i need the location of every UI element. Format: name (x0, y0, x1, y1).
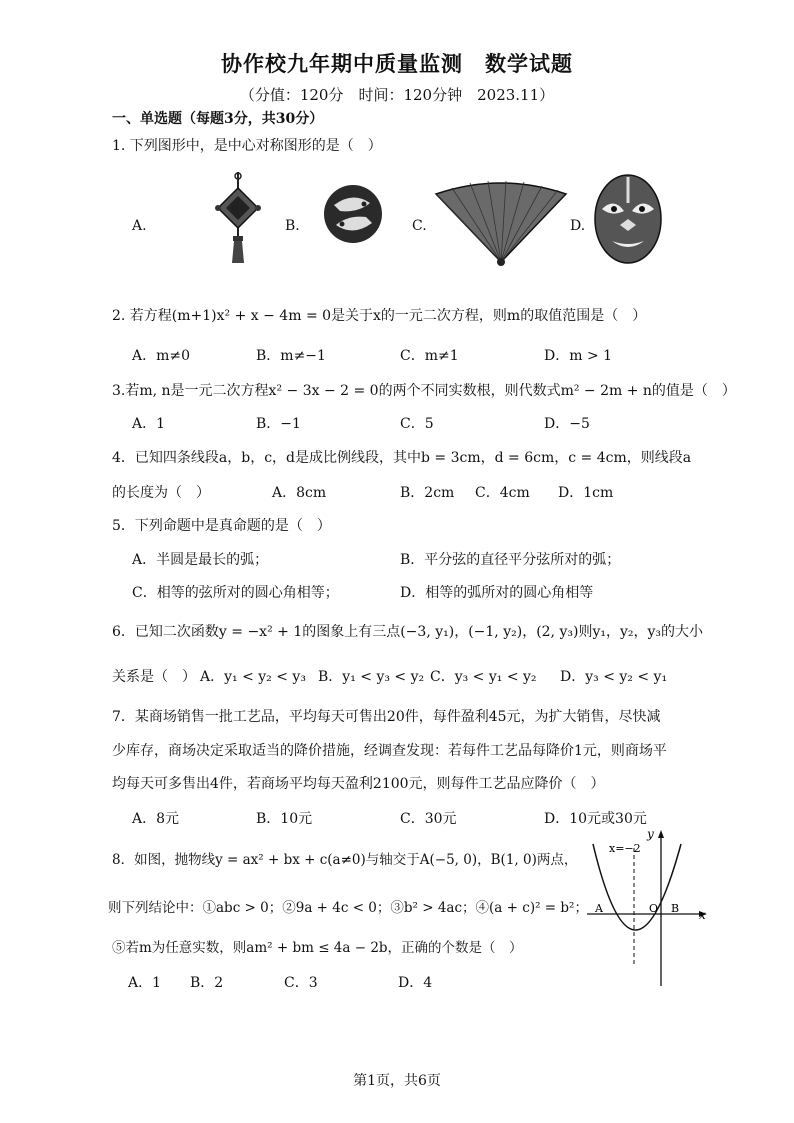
q2-option-c: C．m≠1 (400, 348, 459, 364)
q4-option-c: C．4cm (475, 485, 530, 501)
q1-label-c: C. (412, 218, 427, 234)
question-6-stem: 6．已知二次函数y = −x² + 1的图象上有三点(−3, y₁)，(−1, y₂)，(2, y₃)则y₁，y₂，y₃的大小 (112, 624, 704, 640)
q6-option-c: C．y₃ < y₁ < y₂ (430, 669, 537, 685)
question-8-line-3: ⑤若m为任意实数，则am² + bm ≤ 4a − 2b，正确的个数是（ ） (112, 940, 523, 956)
question-4-stem: 4．已知四条线段a，b，c，d是成比例线段，其中b = 3cm，d = 6cm，c = 4cm，则线段a (112, 450, 692, 466)
q7-option-a: A．8元 (132, 811, 180, 827)
symmetry-label: x=−2 (609, 842, 641, 855)
question-5-stem: 5．下列命题中是真命题的是（ ） (112, 518, 331, 534)
question-4-stem-cont: 的长度为（ ） (112, 485, 210, 501)
q3-option-c: C．5 (400, 416, 434, 432)
parabola-curve (593, 844, 681, 930)
q6-option-b: B．y₁ < y₃ < y₂ (318, 669, 425, 685)
question-7-line-2: 少库存，商场决定采取适当的降价措施，经调查发现：若每件工艺品每降价1元，则商场平 (112, 743, 667, 759)
q4-option-b: B．2cm (400, 485, 455, 501)
q7-option-c: C．30元 (400, 811, 457, 827)
q2-option-d: D．m > 1 (544, 348, 613, 364)
question-3-stem: 3.若m, n是一元二次方程x² − 3x − 2 = 0的两个不同实数根，则代数式m² − 2m + n的值是（ ） (112, 383, 736, 399)
question-8-line-1: 8．如图，抛物线y = ax² + bx + c(a≠0)与轴交于A(−5, 0)，B(1, 0)两点， (112, 852, 578, 868)
q1-label-b: B. (285, 218, 300, 234)
q5-option-d: D．相等的弧所对的圆心角相等 (400, 585, 594, 601)
q8-option-b: B．2 (190, 975, 224, 991)
q2-option-b: B．m≠−1 (256, 348, 326, 364)
section-heading: 一、单选题（每题3分，共30分） (112, 111, 324, 127)
q1-label-a: A. (132, 218, 147, 234)
y-axis-label: y (647, 827, 654, 841)
q8-option-d: D．4 (398, 975, 433, 991)
double-fish-icon (322, 183, 384, 245)
q4-option-d: D．1cm (558, 485, 614, 501)
point-b-label: B (671, 902, 680, 915)
question-6-stem-cont: 关系是（ ） (112, 669, 196, 685)
question-7-line-3: 均每天可多售出4件，若商场平均每天盈利2100元，则每件工艺品应降价（ ） (112, 776, 605, 792)
x-axis-label: x (699, 908, 706, 922)
q4-option-a: A．8cm (272, 485, 327, 501)
q7-option-b: B．10元 (256, 811, 313, 827)
q8-option-c: C．3 (284, 975, 318, 991)
q5-option-b: B．平分弦的直径平分弦所对的弧； (400, 552, 621, 568)
exam-title: 协作校九年期中质量监测 数学试题 (221, 51, 573, 76)
q7-option-d: D．10元或30元 (544, 811, 647, 827)
q3-option-a: A．1 (132, 416, 166, 432)
q8-option-a: A．1 (128, 975, 162, 991)
chinese-knot-icon (212, 170, 264, 265)
folding-fan-icon (430, 180, 572, 268)
q3-option-d: D．−5 (544, 416, 590, 432)
point-a-label: A (595, 902, 603, 915)
q5-option-c: C．相等的弦所对的圆心角相等； (132, 585, 339, 601)
q3-option-b: B．−1 (256, 416, 301, 432)
q6-option-a: A．y₁ < y₂ < y₃ (200, 669, 306, 685)
q1-label-d: D. (570, 218, 586, 234)
q5-option-a: A．半圆是最长的弧； (132, 552, 269, 568)
page-number: 第1页，共6页 (353, 1073, 441, 1089)
origin-label: O (649, 902, 659, 915)
exam-subtitle: （分值：120分 时间：120分钟 2023.11） (239, 86, 555, 104)
question-7-line-1: 7．某商场销售一批工艺品，平均每天可售出20件，每件盈利45元，为扩大销售，尽快减 (112, 709, 661, 725)
opera-mask-icon (592, 173, 664, 265)
parabola-graph (585, 826, 715, 991)
question-1-stem: 1. 下列图形中，是中心对称图形的是（ ） (112, 138, 382, 154)
question-8-line-2: 则下列结论中：①abc > 0；②9a + 4c < 0；③b² > 4ac；④(a + c)² = b²； (108, 900, 588, 916)
q6-option-d: D．y₃ < y₂ < y₁ (560, 669, 668, 685)
q2-option-a: A．m≠0 (132, 348, 191, 364)
question-2-stem: 2. 若方程(m+1)x² + x − 4m = 0是关于x的一元二次方程，则m的取值范围是（ ） (112, 308, 647, 324)
